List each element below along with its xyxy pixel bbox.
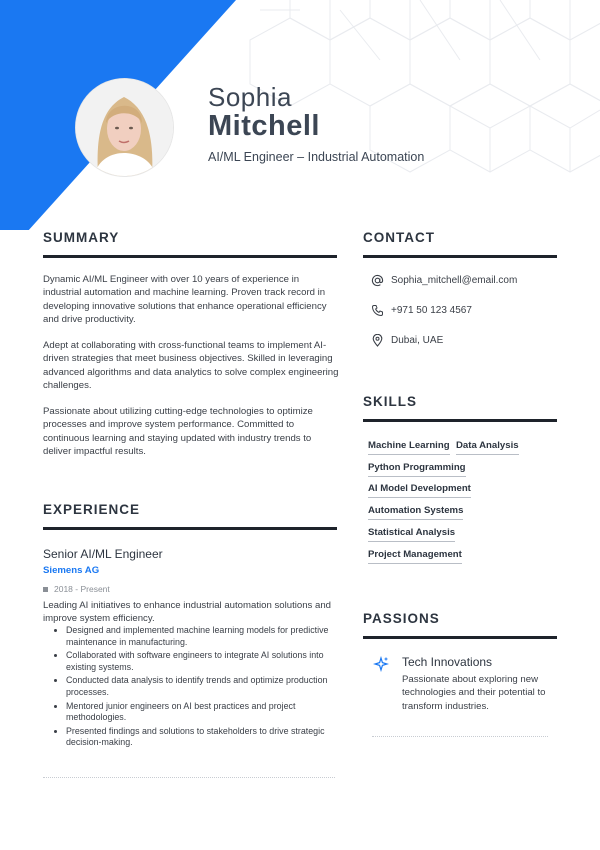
experience-heading: EXPERIENCE — [43, 502, 141, 517]
skill-tag: AI Model Development — [368, 483, 471, 498]
passions-separator — [372, 736, 548, 737]
list-item: • Collaborated with software engineers to integrate AI solutions into existing systems. — [66, 650, 346, 673]
contact-location — [370, 333, 443, 347]
map-pin-icon — [370, 333, 384, 347]
phone-icon — [370, 303, 384, 317]
contact-phone[interactable] — [370, 303, 472, 317]
email-text: Sophia_mitchell@email.com — [391, 274, 518, 286]
contact-email[interactable] — [370, 273, 517, 287]
calendar-square-icon — [43, 587, 48, 592]
summary-paragraph-1: Dynamic AI/ML Engineer with over 10 years of experience in industrial automation and machine learning. Proven track record in developing innovative solutions that enhance operational efficiency and drive productivity. — [43, 274, 327, 325]
location-text: Dubai, UAE — [391, 334, 444, 346]
skills-heading: SKILLS — [363, 394, 418, 409]
passion-title: Tech Innovations — [402, 655, 493, 669]
summary-paragraph-3: Passionate about utilizing cutting-edge technologies to optimize processes and improve system performance. Committed to continuous learning and staying updated with industry trends to deliver impactful results. — [43, 406, 313, 457]
summary-paragraph-2: Adept at collaborating with cross-functional teams to implement AI-driven strategies that meet business objectives. Skilled in leveraging advanced algorithms and data analytics to solve complex engineering challenges. — [43, 340, 339, 391]
dates-text: 2018 - Present — [54, 584, 110, 594]
experience-separator — [43, 777, 335, 778]
list-item: • Conducted data analysis to identify trends and optimize production processes. — [66, 675, 346, 698]
passions-heading: PASSIONS — [363, 611, 440, 626]
geometric-pattern — [250, 0, 600, 172]
phone-text: +971 50 123 4567 — [391, 304, 472, 316]
list-item: • Presented findings and solutions to stakeholders to drive strategic decision-making. — [66, 726, 346, 749]
passions-divider — [363, 636, 557, 639]
job-description: Leading AI initiatives to enhance industrial automation solutions and improve system efficiency. — [43, 600, 332, 624]
passion-description: Passionate about exploring new technologies and their potential to transform industries. — [402, 674, 546, 712]
contact-divider — [363, 255, 557, 258]
list-item: • Mentored junior engineers on AI best practices and project methodologies. — [66, 701, 346, 724]
skill-tag: Python Programming — [368, 462, 466, 477]
last-name: Mitchell — [208, 110, 320, 142]
avatar — [76, 79, 173, 176]
skill-tag: Project Management — [368, 549, 462, 564]
contact-heading: CONTACT — [363, 230, 435, 245]
company-name: Siemens AG — [43, 565, 100, 576]
list-item: • Designed and implemented machine learning models for predictive maintenance in manufacturing. — [66, 625, 346, 648]
job-bullets — [56, 625, 346, 751]
skills-divider — [363, 419, 557, 422]
summary-divider — [43, 255, 337, 258]
experience-divider — [43, 527, 337, 530]
job-role: AI/ML Engineer – Industrial Automation — [208, 150, 425, 164]
sparkle-icon — [373, 656, 389, 677]
skill-tag: Data Analysis — [456, 440, 519, 455]
skill-tag: Machine Learning — [368, 440, 450, 455]
at-sign-icon — [370, 273, 384, 287]
first-name: Sophia — [208, 82, 292, 112]
summary-heading: SUMMARY — [43, 230, 120, 245]
skill-tag: Automation Systems — [368, 505, 463, 520]
skill-tag: Statistical Analysis — [368, 527, 455, 542]
job-title: Senior AI/ML Engineer — [43, 547, 163, 561]
profile-photo — [76, 79, 173, 176]
employment-dates — [43, 584, 110, 594]
